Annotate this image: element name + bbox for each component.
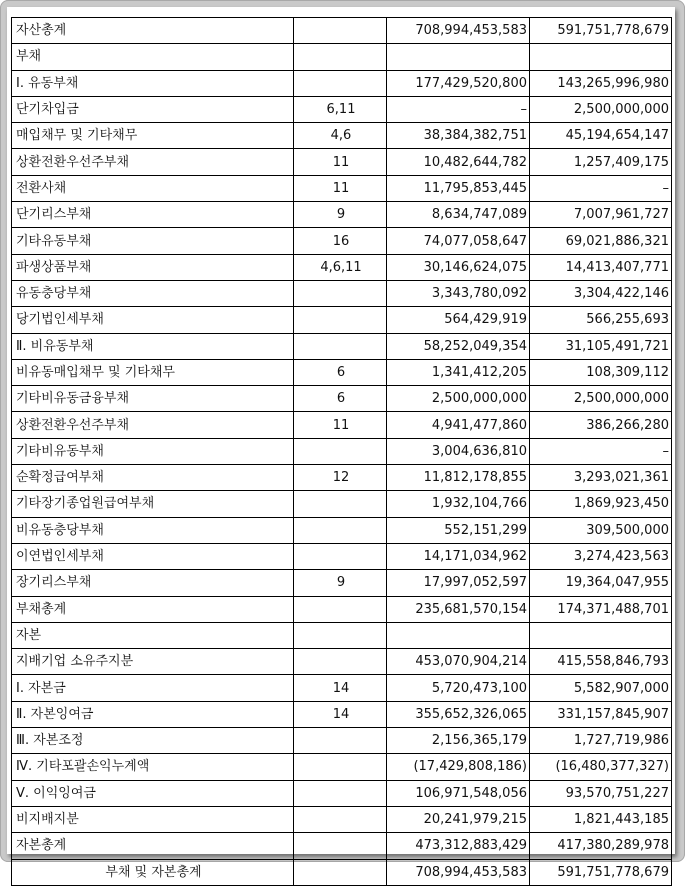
current-amount	[387, 622, 530, 648]
prior-amount: 1,821,443,185	[530, 806, 672, 832]
current-amount: 14,171,034,962	[387, 543, 530, 569]
current-amount: 58,252,049,354	[387, 333, 530, 359]
prior-amount: 1,869,923,450	[530, 491, 672, 517]
account-name: 자본총계	[12, 833, 294, 859]
current-amount: 2,500,000,000	[387, 386, 530, 412]
current-amount: 355,652,326,065	[387, 701, 530, 727]
current-amount: 30,146,624,075	[387, 254, 530, 280]
account-name: 부채총계	[12, 596, 294, 622]
current-amount: 564,429,919	[387, 307, 530, 333]
current-amount: 453,070,904,214	[387, 649, 530, 675]
prior-amount: 2,500,000,000	[530, 96, 672, 122]
current-amount: 177,429,520,800	[387, 70, 530, 96]
account-name: 이연법인세부채	[12, 543, 294, 569]
current-amount: 11,795,853,445	[387, 175, 530, 201]
prior-amount	[530, 44, 672, 70]
prior-amount: 591,751,778,679	[530, 18, 672, 44]
note-ref	[294, 780, 387, 806]
note-ref: 11	[294, 412, 387, 438]
table-row	[12, 280, 672, 306]
note-ref	[294, 622, 387, 648]
prior-amount: 45,194,654,147	[530, 123, 672, 149]
prior-amount: 1,727,719,986	[530, 728, 672, 754]
note-ref: 4,6	[294, 123, 387, 149]
prior-amount: –	[530, 438, 672, 464]
prior-amount: 2,500,000,000	[530, 386, 672, 412]
table-row	[12, 228, 672, 254]
table-row	[12, 675, 672, 701]
account-name: 순확정급여부채	[12, 465, 294, 491]
prior-amount: 417,380,289,978	[530, 833, 672, 859]
account-name: 전환사채	[12, 175, 294, 201]
table-row	[12, 728, 672, 754]
current-amount: 10,482,644,782	[387, 149, 530, 175]
note-ref: 6	[294, 359, 387, 385]
note-ref	[294, 754, 387, 780]
current-amount: 235,681,570,154	[387, 596, 530, 622]
note-ref	[294, 18, 387, 44]
table-row	[12, 517, 672, 543]
note-ref	[294, 280, 387, 306]
current-amount: 3,004,636,810	[387, 438, 530, 464]
account-name: 부채	[12, 44, 294, 70]
account-name: 파생상품부채	[12, 254, 294, 280]
current-amount: 552,151,299	[387, 517, 530, 543]
account-name: 상환전환우선주부채	[12, 412, 294, 438]
prior-amount: 93,570,751,227	[530, 780, 672, 806]
prior-amount: –	[530, 175, 672, 201]
prior-amount: 69,021,886,321	[530, 228, 672, 254]
prior-amount: 3,304,422,146	[530, 280, 672, 306]
table-row	[12, 175, 672, 201]
note-ref	[294, 728, 387, 754]
note-ref: 4,6,11	[294, 254, 387, 280]
note-ref: 11	[294, 175, 387, 201]
note-ref: 12	[294, 465, 387, 491]
table-row	[12, 44, 672, 70]
table-row	[12, 701, 672, 727]
prior-amount	[530, 622, 672, 648]
account-name: 매입채무 및 기타채무	[12, 123, 294, 149]
prior-amount: 108,309,112	[530, 359, 672, 385]
table-row	[12, 833, 672, 859]
financial-statement-table	[11, 17, 672, 886]
account-name: 비유동충당부채	[12, 517, 294, 543]
note-ref	[294, 70, 387, 96]
prior-amount: 331,157,845,907	[530, 701, 672, 727]
account-name: Ⅱ. 자본잉여금	[12, 701, 294, 727]
current-amount: 2,156,365,179	[387, 728, 530, 754]
table-body	[12, 18, 672, 886]
current-amount: 3,343,780,092	[387, 280, 530, 306]
prior-amount: 415,558,846,793	[530, 649, 672, 675]
current-amount: 106,971,548,056	[387, 780, 530, 806]
account-name: 단기차입금	[12, 96, 294, 122]
current-amount: (17,429,808,186)	[387, 754, 530, 780]
table-row	[12, 465, 672, 491]
table-row	[12, 254, 672, 280]
account-name: 기타유동부채	[12, 228, 294, 254]
table-row	[12, 622, 672, 648]
note-ref	[294, 543, 387, 569]
table-row	[12, 70, 672, 96]
account-name: 당기법인세부채	[12, 307, 294, 333]
table-row	[12, 806, 672, 832]
table-row	[12, 96, 672, 122]
note-ref: 14	[294, 701, 387, 727]
prior-amount: 5,582,907,000	[530, 675, 672, 701]
current-amount: 4,941,477,860	[387, 412, 530, 438]
account-name: Ⅱ. 비유동부채	[12, 333, 294, 359]
account-name: Ⅰ. 유동부채	[12, 70, 294, 96]
account-name: Ⅳ. 기타포괄손익누계액	[12, 754, 294, 780]
table-row	[12, 491, 672, 517]
note-ref	[294, 833, 387, 859]
account-name: 부채 및 자본총계	[12, 859, 294, 885]
current-amount: 20,241,979,215	[387, 806, 530, 832]
current-amount: 473,312,883,429	[387, 833, 530, 859]
note-ref	[294, 491, 387, 517]
prior-amount: 566,255,693	[530, 307, 672, 333]
note-ref	[294, 859, 387, 885]
table-row	[12, 438, 672, 464]
note-ref	[294, 333, 387, 359]
current-amount: 11,812,178,855	[387, 465, 530, 491]
account-name: 자산총계	[12, 18, 294, 44]
note-ref: 11	[294, 149, 387, 175]
table-row	[12, 754, 672, 780]
table-row	[12, 307, 672, 333]
table-row	[12, 123, 672, 149]
prior-amount: 3,293,021,361	[530, 465, 672, 491]
account-name: 단기리스부채	[12, 202, 294, 228]
current-amount: 17,997,052,597	[387, 570, 530, 596]
document-sheet	[7, 7, 675, 880]
prior-amount: 143,265,996,980	[530, 70, 672, 96]
table-row	[12, 359, 672, 385]
prior-amount: 19,364,047,955	[530, 570, 672, 596]
table-row	[12, 780, 672, 806]
note-ref	[294, 44, 387, 70]
note-ref	[294, 307, 387, 333]
table-row	[12, 18, 672, 44]
account-name: 기타장기종업원급여부채	[12, 491, 294, 517]
current-amount: 8,634,747,089	[387, 202, 530, 228]
prior-amount: 309,500,000	[530, 517, 672, 543]
prior-amount: 591,751,778,679	[530, 859, 672, 885]
account-name: 기타비유동금융부채	[12, 386, 294, 412]
table-row	[12, 596, 672, 622]
current-amount: 1,932,104,766	[387, 491, 530, 517]
account-name: 비지배지분	[12, 806, 294, 832]
note-ref	[294, 806, 387, 832]
note-ref: 6	[294, 386, 387, 412]
note-ref	[294, 517, 387, 543]
note-ref	[294, 438, 387, 464]
account-name: Ⅴ. 이익잉여금	[12, 780, 294, 806]
prior-amount: 1,257,409,175	[530, 149, 672, 175]
prior-amount: (16,480,377,327)	[530, 754, 672, 780]
prior-amount: 174,371,488,701	[530, 596, 672, 622]
prior-amount: 3,274,423,563	[530, 543, 672, 569]
total-liabilities-and-equity-row	[12, 859, 672, 885]
table-row	[12, 333, 672, 359]
account-name: Ⅲ. 자본조정	[12, 728, 294, 754]
current-amount: –	[387, 96, 530, 122]
table-row	[12, 202, 672, 228]
current-amount: 74,077,058,647	[387, 228, 530, 254]
account-name: Ⅰ. 자본금	[12, 675, 294, 701]
account-name: 자본	[12, 622, 294, 648]
account-name: 상환전환우선주부채	[12, 149, 294, 175]
current-amount: 38,384,382,751	[387, 123, 530, 149]
table-row	[12, 570, 672, 596]
table-row	[12, 543, 672, 569]
current-amount: 708,994,453,583	[387, 18, 530, 44]
current-amount: 1,341,412,205	[387, 359, 530, 385]
table-row	[12, 149, 672, 175]
table-row	[12, 386, 672, 412]
note-ref	[294, 649, 387, 675]
current-amount	[387, 44, 530, 70]
note-ref	[294, 596, 387, 622]
note-ref: 6,11	[294, 96, 387, 122]
note-ref: 16	[294, 228, 387, 254]
table-row	[12, 649, 672, 675]
account-name: 유동충당부채	[12, 280, 294, 306]
account-name: 장기리스부채	[12, 570, 294, 596]
current-amount: 708,994,453,583	[387, 859, 530, 885]
note-ref: 9	[294, 202, 387, 228]
prior-amount: 7,007,961,727	[530, 202, 672, 228]
prior-amount: 31,105,491,721	[530, 333, 672, 359]
table-row	[12, 412, 672, 438]
account-name: 비유동매입채무 및 기타채무	[12, 359, 294, 385]
account-name: 기타비유동부채	[12, 438, 294, 464]
prior-amount: 14,413,407,771	[530, 254, 672, 280]
prior-amount: 386,266,280	[530, 412, 672, 438]
note-ref: 14	[294, 675, 387, 701]
current-amount: 5,720,473,100	[387, 675, 530, 701]
note-ref: 9	[294, 570, 387, 596]
account-name: 지배기업 소유주지분	[12, 649, 294, 675]
